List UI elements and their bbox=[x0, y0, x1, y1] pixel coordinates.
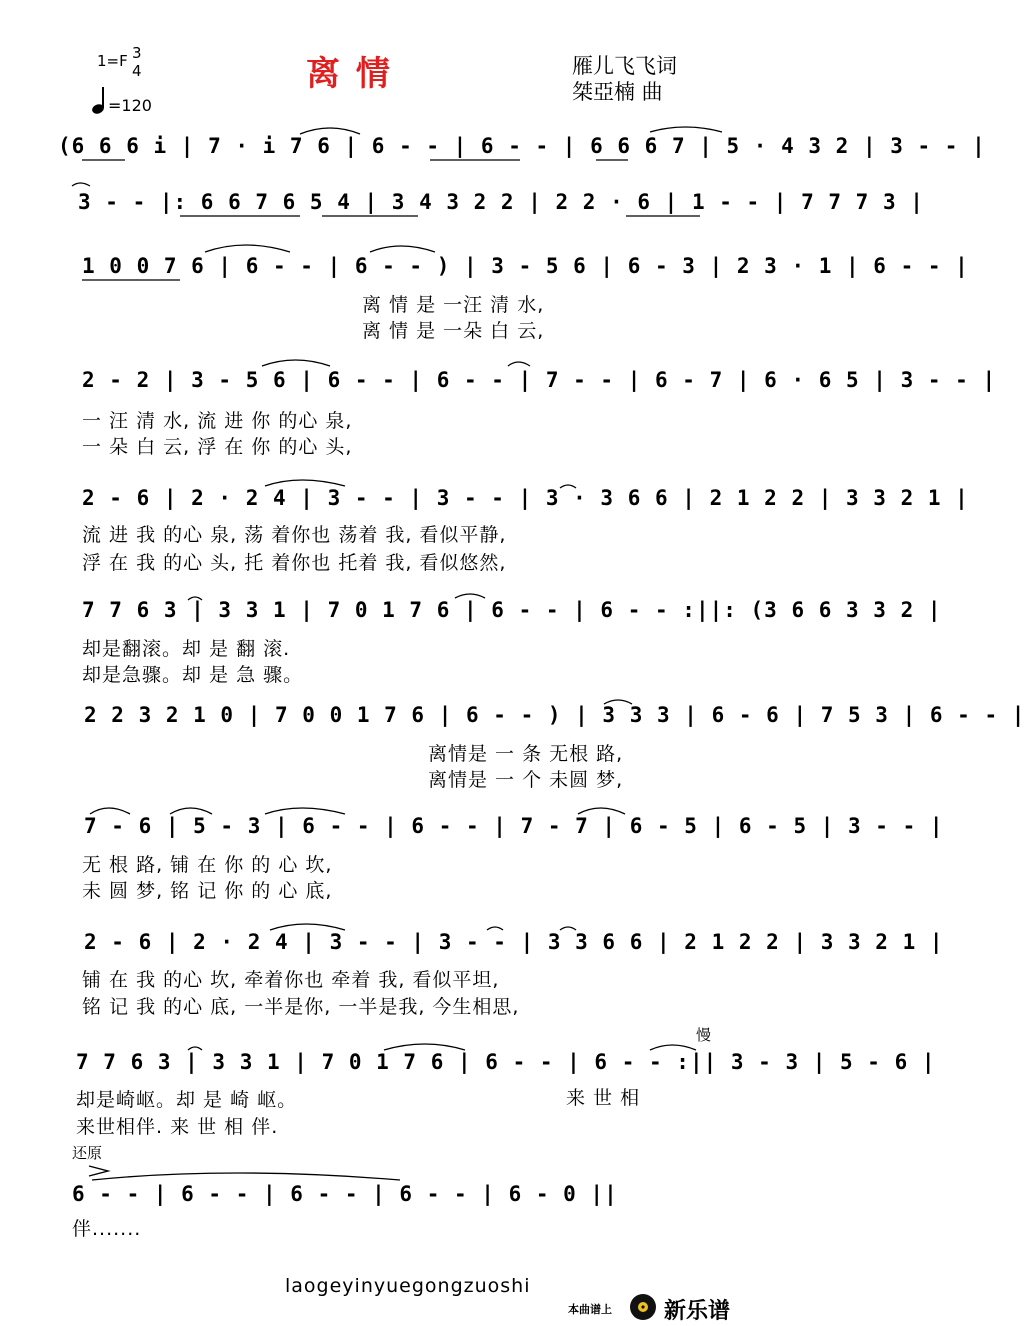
lyric-row-10-verse-1: 却是崎岖。却 是 崎 岖。 bbox=[76, 1089, 298, 1111]
lyric-row-6-verse-2: 却是急骤。却 是 急 骤。 bbox=[82, 664, 304, 686]
notation-row-9: 2 - 6 | 2 · 2 4 | 3 - - | 3 - - | 3 3 6 6 | 2 1 2 2 | 3 3 2 1 | bbox=[84, 930, 944, 954]
time-signature-top: 3 bbox=[132, 44, 142, 62]
notation-row-10: 7 7 6 3 | 3 3 1 | 7 0 1 7 6 | 6 - - | 6 - - :|| 3 - 3 | 5 - 6 | bbox=[76, 1050, 936, 1074]
lyric-row-4-verse-2: 一 朵 白 云, 浮 在 你 的心 头, bbox=[82, 436, 353, 458]
notation-row-5: 2 - 6 | 2 · 2 4 | 3 - - | 3 - - | 3 · 3 6 6 | 2 1 2 2 | 3 3 2 1 | bbox=[82, 486, 969, 510]
slow-marking: 慢 bbox=[696, 1026, 712, 1044]
lyric-row-5-verse-1: 流 进 我 的心 泉, 荡 着你也 荡着 我, 看似平静, bbox=[82, 524, 507, 546]
lyric-row-3-verse-2: 离 情 是 一朵 白 云, bbox=[362, 320, 545, 342]
lyric-row-8-verse-1: 无 根 路, 铺 在 你 的 心 坎, bbox=[82, 854, 333, 876]
lyric-row-9-verse-2: 铭 记 我 的心 底, 一半是你, 一半是我, 今生相思, bbox=[82, 996, 520, 1018]
restore-tempo-marking: 还原 bbox=[72, 1144, 103, 1162]
site-logo[interactable]: 新乐谱 bbox=[664, 1299, 731, 1324]
lyric-row-7-verse-2: 离情是 一 个 未圆 梦, bbox=[428, 769, 624, 791]
key-signature: 1=F bbox=[97, 52, 128, 70]
lyric-row-6-verse-1: 却是翻滚。却 是 翻 滚. bbox=[82, 638, 291, 660]
notation-row-8: 7 - 6 | 5 - 3 | 6 - - | 6 - - | 7 - 7 | 6 - 5 | 6 - 5 | 3 - - | bbox=[84, 814, 944, 838]
lyric-row-10-verse-2: 来世相伴. 来 世 相 伴. bbox=[76, 1116, 279, 1138]
lyric-row-7-verse-1: 离情是 一 条 无根 路, bbox=[428, 743, 624, 765]
notation-row-11: 6 - - | 6 - - | 6 - - | 6 - - | 6 - 0 || bbox=[72, 1182, 618, 1206]
lyric-row-5-verse-2: 浮 在 我 的心 头, 托 着你也 托着 我, 看似悠然, bbox=[82, 552, 507, 574]
notation-row-2: 3 - - |: 6 6 7 6 5 4 | 3 4 3 2 2 | 2 2 · 6 | 1 - - | 7 7 7 3 | bbox=[78, 190, 924, 214]
notation-row-1: (6 6 6 i | 7 · i 7 6 | 6 - - | 6 - - | 6 6 6 7 | 5 · 4 3 2 | 3 - - | bbox=[58, 134, 986, 158]
notation-row-3: 1 0 0 7 6 | 6 - - | 6 - - ) | 3 - 5 6 | 6 - 3 | 2 3 · 1 | 6 - - | bbox=[82, 254, 969, 278]
tempo-marking: =120 bbox=[108, 96, 152, 115]
lyric-row-10-ending: 来 世 相 bbox=[566, 1087, 641, 1109]
notation-row-6: 7 7 6 3 | 3 3 1 | 7 0 1 7 6 | 6 - - | 6 - - :||: (3 6 6 3 3 2 | bbox=[82, 598, 942, 622]
watermark-text: laogeyinyuegongzuoshi bbox=[285, 1275, 531, 1297]
vinyl-logo-icon bbox=[628, 1292, 658, 1322]
page-title: 离 情 bbox=[306, 54, 392, 94]
lyric-row-11: 伴....... bbox=[72, 1218, 142, 1240]
time-signature-bottom: 4 bbox=[132, 62, 142, 80]
lyric-row-9-verse-1: 铺 在 我 的心 坎, 牵着你也 牵着 我, 看似平坦, bbox=[82, 969, 500, 991]
lyric-row-8-verse-2: 未 圆 梦, 铭 记 你 的 心 底, bbox=[82, 880, 333, 902]
lyric-row-3-verse-1: 离 情 是 一汪 清 水, bbox=[362, 294, 545, 316]
notation-row-4: 2 - 2 | 3 - 5 6 | 6 - - | 6 - - | 7 - - | 6 - 7 | 6 · 6 5 | 3 - - | bbox=[82, 368, 997, 392]
notation-row-7: 2 2 3 2 1 0 | 7 0 0 1 7 6 | 6 - - ) | 3 3 3 | 6 - 6 | 7 5 3 | 6 - - | bbox=[84, 703, 1025, 727]
lyricist-credit: 雁儿飞飞词 bbox=[572, 54, 677, 78]
lyric-row-4-verse-1: 一 汪 清 水, 流 进 你 的心 泉, bbox=[82, 410, 353, 432]
composer-credit: 桀亞楠 曲 bbox=[572, 80, 663, 104]
stamp-text: 本曲谱上 bbox=[568, 1303, 612, 1316]
